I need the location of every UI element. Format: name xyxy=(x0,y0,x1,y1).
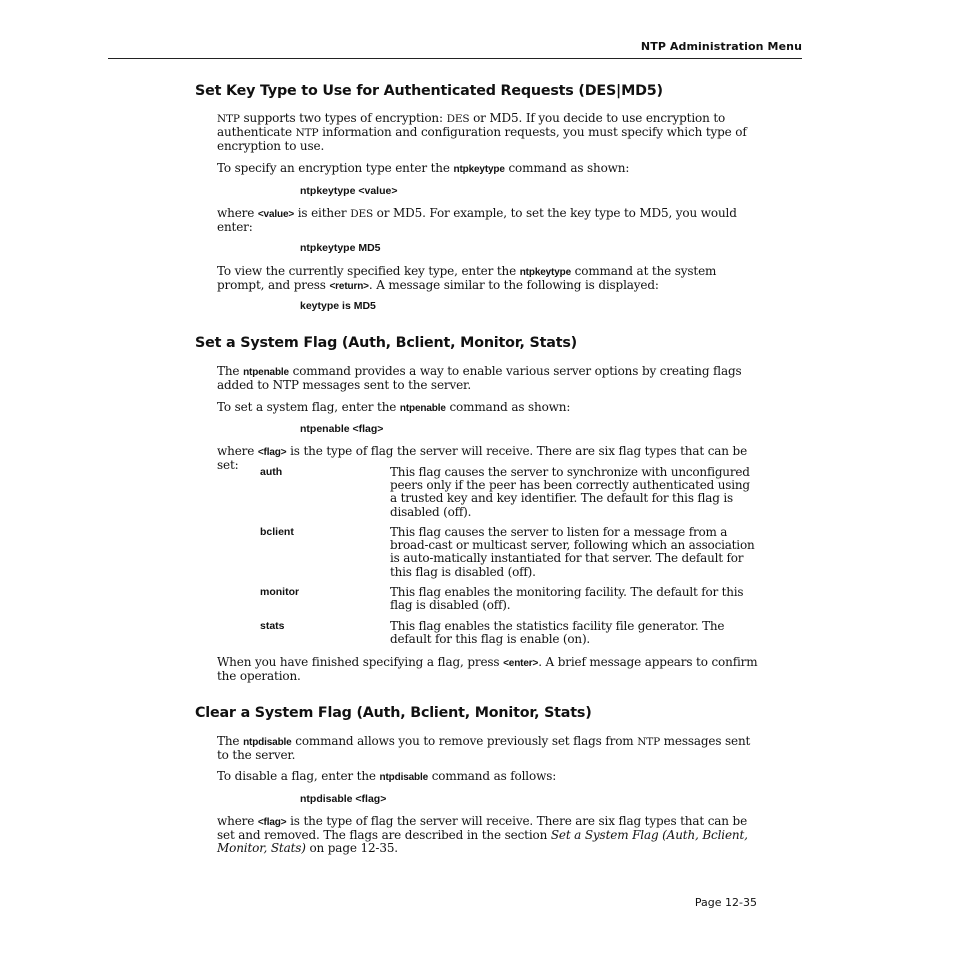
code-ntpkeytype-value: ntpkeytype <value> xyxy=(300,185,398,197)
flag-term-bclient: bclient xyxy=(260,526,294,538)
paragraph-finish-flag: When you have finished specifying a flag, press <enter>. A brief message appears to confirm the operation. xyxy=(217,655,758,684)
section-heading-set-flag: Set a System Flag (Auth, Bclient, Monitor, Stats) xyxy=(195,335,577,351)
code-ntpkeytype-md5: ntpkeytype MD5 xyxy=(300,242,381,254)
flag-desc-bclient: This flag causes the server to listen for a message from a broad-cast or multicast server, following which an association is auto-matically instantiated for that server. The default for this flag is disabled (off). xyxy=(390,525,755,579)
flag-desc-stats: This flag enables the statistics facility file generator. The default for this flag is enable (on). xyxy=(390,619,725,647)
section-heading-key-type: Set Key Type to Use for Authenticated Requests (DES|MD5) xyxy=(195,83,663,99)
paragraph-flag-reference: where <flag> is the type of flag the server will receive. There are six flag types that can be set and removed. The flags are described in the section Set a System Flag (Auth, Bclient, Monitor, Stats) on page 12-35. xyxy=(217,814,748,856)
paragraph-flag-types: where <flag> is the type of flag the server will receive. There are six flag types that can be set: xyxy=(217,444,748,473)
flag-term-auth: auth xyxy=(260,466,283,478)
flag-term-stats: stats xyxy=(260,620,285,632)
code-ntpdisable-flag: ntpdisable <flag> xyxy=(300,793,387,805)
paragraph-ntpdisable-intro: The ntpdisable command allows you to remove previously set flags from NTP messages sent to the server. xyxy=(217,734,751,763)
section-heading-clear-flag: Clear a System Flag (Auth, Bclient, Monitor, Stats) xyxy=(195,705,592,721)
header-rule xyxy=(108,58,802,59)
paragraph-value-description: where <value> is either DES or MD5. For example, to set the key type to MD5, you would enter: xyxy=(217,206,737,235)
paragraph-specify-encryption: To specify an encryption type enter the ntpkeytype command as shown: xyxy=(217,161,630,175)
paragraph-view-key-type: To view the currently specified key type, enter the ntpkeytype command at the system prompt, and press <return>. A message similar to the following is displayed: xyxy=(217,264,717,293)
flag-desc-monitor: This flag enables the monitoring facility. The default for this flag is disabled (off). xyxy=(390,585,744,613)
code-keytype-output: keytype is MD5 xyxy=(300,300,376,312)
code-ntpenable-flag: ntpenable <flag> xyxy=(300,423,384,435)
section-cross-reference: Set a System Flag (Auth, Bclient, Monitor, Stats) xyxy=(217,828,748,856)
paragraph-encryption-types: NTP supports two types of encryption: DES or MD5. If you decide to use encryption to authenticate NTP information and configuration requests, you must specify which type of encryption to use. xyxy=(217,111,747,154)
flag-desc-auth: This flag causes the server to synchronize with unconfigured peers only if the peer has been correctly authenticated using a trusted key and key identifier. The default for this flag is disabled (off). xyxy=(390,465,750,519)
paragraph-disable-instruction: To disable a flag, enter the ntpdisable command as follows: xyxy=(217,769,557,783)
running-head: NTP Administration Menu xyxy=(640,40,802,53)
page-number: Page 12-35 xyxy=(694,896,757,909)
paragraph-set-flag-instruction: To set a system flag, enter the ntpenable command as shown: xyxy=(217,400,571,414)
paragraph-ntpenable-intro: The ntpenable command provides a way to enable various server options by creating flags added to NTP messages sent to the server. xyxy=(217,364,742,393)
flag-term-monitor: monitor xyxy=(260,586,300,598)
